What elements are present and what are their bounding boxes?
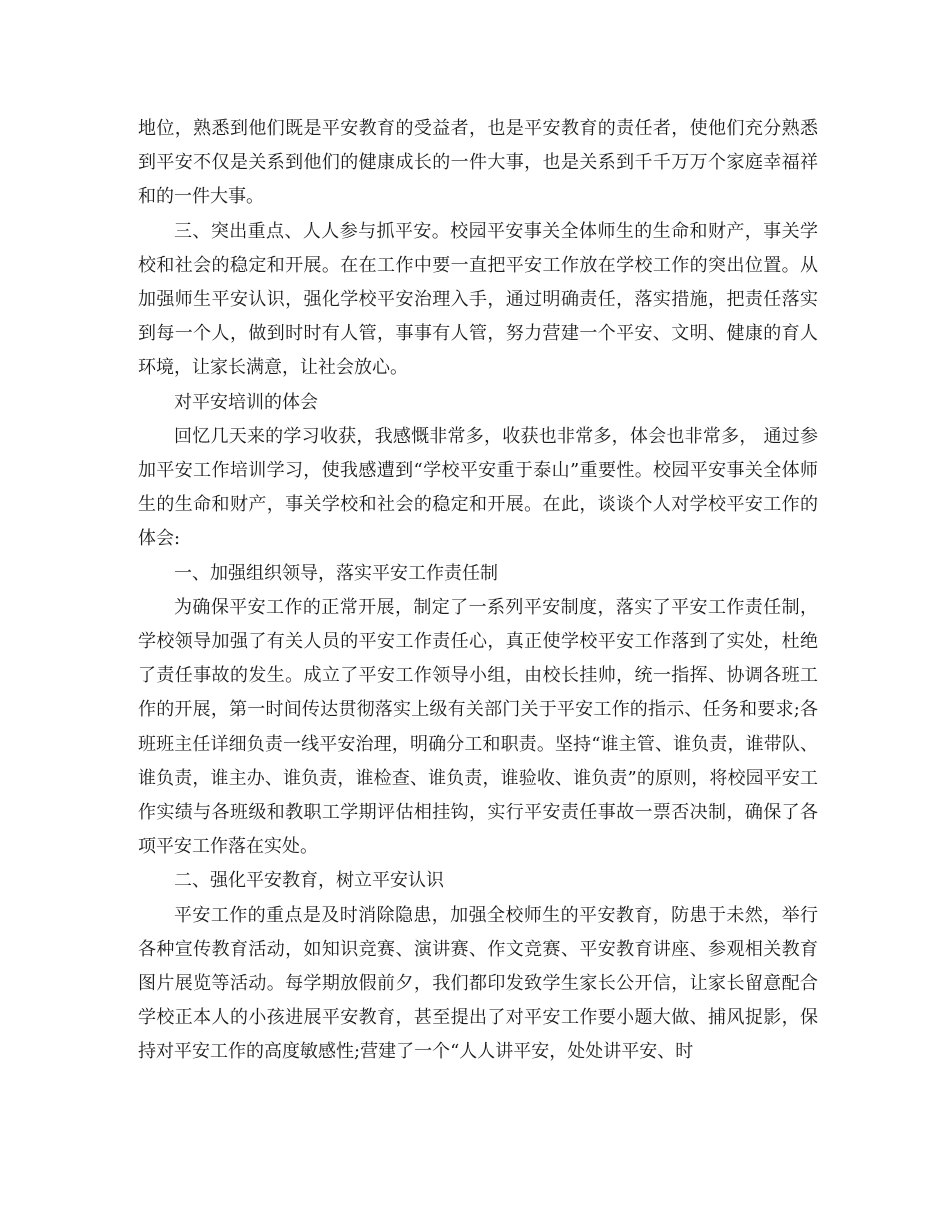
paragraph-section-three: 三、突出重点、人人参与抓平安。校园平安事关全体师生的生命和财产，事关学校和社会的稳定和开展。在在工作中要一直把平安工作放在学校工作的突出位置。从加强师生平安认识，强化学校平安治理入手，通过明确责任，落实措施，把责任落实到每一个人，做到时时有人管，事事有人管，努力营建一个平安、文明、健康的育人环境，让家长满意，让社会放心。 <box>138 220 818 379</box>
paragraph-section-two: 平安工作的重点是及时消除隐患，加强全校师生的平安教育，防患于未然，举行各种宣传教育活动，如知识竞赛、演讲赛、作文竞赛、平安教育讲座、参观相关教育图片展览等活动。每学期放假前夕，我们都印发致学生家长公开信，让家长留意配合学校正本人的小孩进展平安教育，甚至提出了对平安工作要小题大做、捕风捉影，保持对平安工作的高度敏感性;营建了一个“人人讲平安，处处讲平安、时 <box>138 904 818 1063</box>
section-heading-one: 一、加强组织领导，落实平安工作责任制 <box>174 562 498 584</box>
paragraph-continuation: 地位，熟悉到他们既是平安教育的受益者，也是平安教育的责任者，使他们充分熟悉到平安不仅是关系到他们的健康成长的一件大事，也是关系到千千万万个家庭幸福祥和的一件大事。 <box>138 118 818 208</box>
paragraph-intro: 回忆几天来的学习收获，我感慨非常多，收获也非常多，体会也非常多， 通过参加平安工作培训学习，使我感遭到“学校平安重于泰山”重要性。校园平安事关全体师生的生命和财产，事关学校和社会的稳定和开展。在此，谈谈个人对学校平安工作的体会: <box>138 425 818 550</box>
section-heading-two: 二、强化平安教育，树立平安认识 <box>174 870 444 892</box>
article-title: 对平安培训的体会 <box>174 391 318 413</box>
paragraph-section-one: 为确保平安工作的正常开展，制定了一系列平安制度，落实了平安工作责任制，学校领导加强了有关人员的平安工作责任心，真正使学校平安工作落到了实处，杜绝了责任事故的发生。成立了平安工作领导小组，由校长挂帅，统一指挥、协调各班工作的开展，第一时间传达贯彻落实上级有关部门关于平安工作的指示、任务和要求;各班班主任详细负责一线平安治理，明确分工和职责。坚持“谁主管、谁负责，谁带队、谁负责，谁主办、谁负责，谁检查、谁负责，谁验收、谁负责”的原则，将校园平安工作实绩与各班级和教职工学期评估相挂钩，实行平安责任事故一票否决制，确保了各项平安工作落在实处。 <box>138 596 818 858</box>
document-body <box>138 112 818 1070</box>
